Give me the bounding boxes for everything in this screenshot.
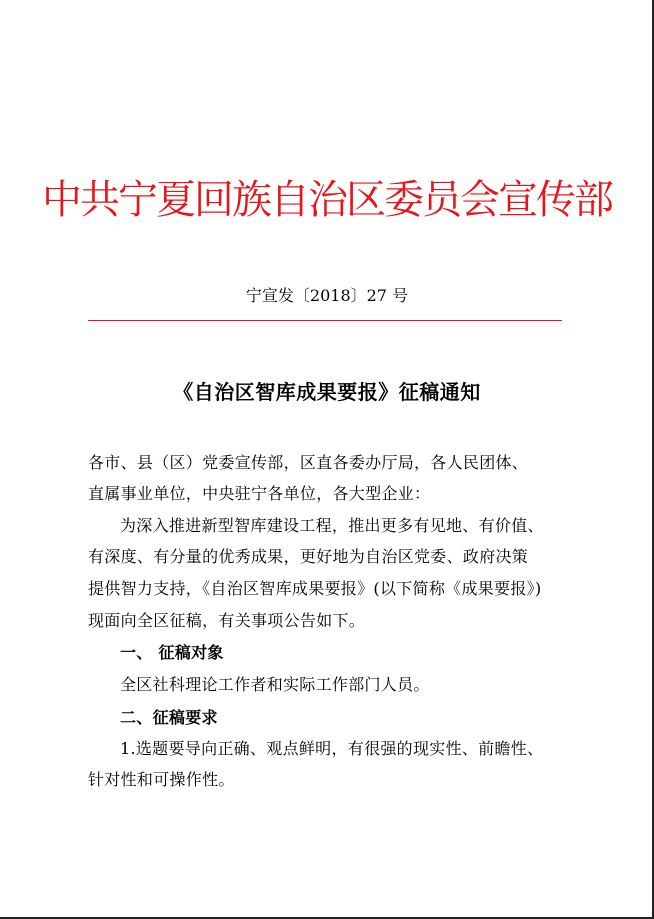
intro-line-1: 为深入推进新型智库建设工程，推出更多有见地、有价值、 xyxy=(120,516,544,535)
document-number: 宁宣发〔2018〕27 号 xyxy=(245,286,409,305)
intro-line-2: 有深度、有分量的优秀成果，更好地为自治区党委、政府决策 xyxy=(88,547,529,566)
section-2-item-1-line-1: 1.选题要导向正确、观点鲜明，有很强的现实性、前瞻性、 xyxy=(120,739,544,758)
section-2-item-1-line-2: 针对性和可操作性。 xyxy=(88,770,235,789)
red-divider-line xyxy=(88,320,562,321)
section-1-heading: 一、 征稿对象 xyxy=(120,643,224,662)
notice-title: 《自治区智库成果要报》征稿通知 xyxy=(173,380,481,404)
section-2-heading: 二、征稿要求 xyxy=(120,708,218,727)
section-1-body: 全区社科理论工作者和实际工作部门人员。 xyxy=(120,675,430,694)
salutation-line-2: 直属事业单位，中央驻宁各单位，各大型企业： xyxy=(88,484,431,503)
intro-line-3: 提供智力支持，《自治区智库成果要报》(以下简称《成果要报》) xyxy=(88,579,542,598)
issuing-organization-header: 中共宁夏回族自治区委员会宣传部 xyxy=(42,177,612,223)
intro-line-4: 现面向全区征稿，有关事项公告如下。 xyxy=(88,611,366,630)
salutation-line-1: 各市、县（区）党委宣传部，区直各委办厅局，各人民团体、 xyxy=(88,453,529,472)
